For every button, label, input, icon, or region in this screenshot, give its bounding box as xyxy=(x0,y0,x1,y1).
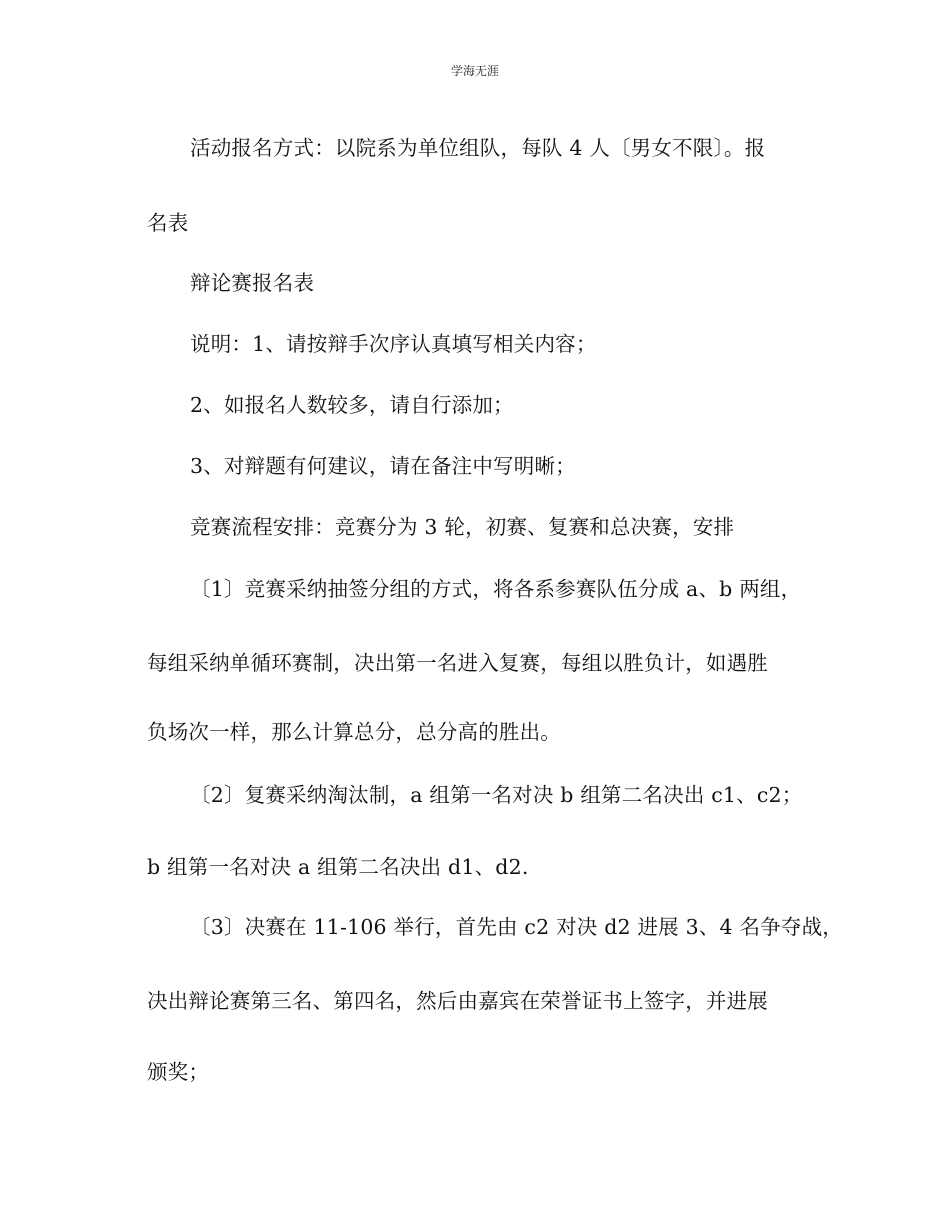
rule-2-line-1: 〔2〕复赛采纳淘汰制，a 组第一名对决 b 组第二名决出 c1、c2； xyxy=(190,783,803,807)
note-item-2: 2、如报名人数较多，请自行添加； xyxy=(190,393,514,417)
rule-1-line-1: 〔1〕竞赛采纳抽签分组的方式，将各系参赛队伍分成 a、b 两组， xyxy=(190,577,802,601)
competition-schedule-heading: 竞赛流程安排：竞赛分为 3 轮，初赛、复赛和总决赛，安排 xyxy=(190,515,735,539)
note-item-1: 说明：1、请按辩手次序认真填写相关内容； xyxy=(190,332,597,356)
form-title: 辩论赛报名表 xyxy=(190,271,315,295)
paragraph-registration-method: 活动报名方式：以院系为单位组队，每队 4 人〔男女不限〕。报 xyxy=(190,136,766,160)
rule-3-line-1: 〔3〕决赛在 11-106 举行，首先由 c2 对决 d2 进展 3、4 名争夺战， xyxy=(190,915,843,939)
rule-2-line-2: b 组第一名对决 a 组第二名决出 d1、d2. xyxy=(147,855,529,879)
note-item-3: 3、对辩题有何建议，请在备注中写明晰； xyxy=(190,454,576,478)
rule-3-line-2: 决出辩论赛第三名、第四名，然后由嘉宾在荣誉证书上签字，并进展 xyxy=(147,989,768,1013)
rule-1-line-3: 负场次一样，那么计算总分，总分高的胜出。 xyxy=(147,720,561,744)
rule-3-line-3: 颁奖； xyxy=(147,1060,210,1084)
page-header: 学海无涯 xyxy=(450,64,499,78)
rule-1-line-2: 每组采纳单循环赛制，决出第一名进入复赛，每组以胜负计，如遇胜 xyxy=(147,651,768,675)
paragraph-registration-method-cont: 名表 xyxy=(147,211,189,235)
